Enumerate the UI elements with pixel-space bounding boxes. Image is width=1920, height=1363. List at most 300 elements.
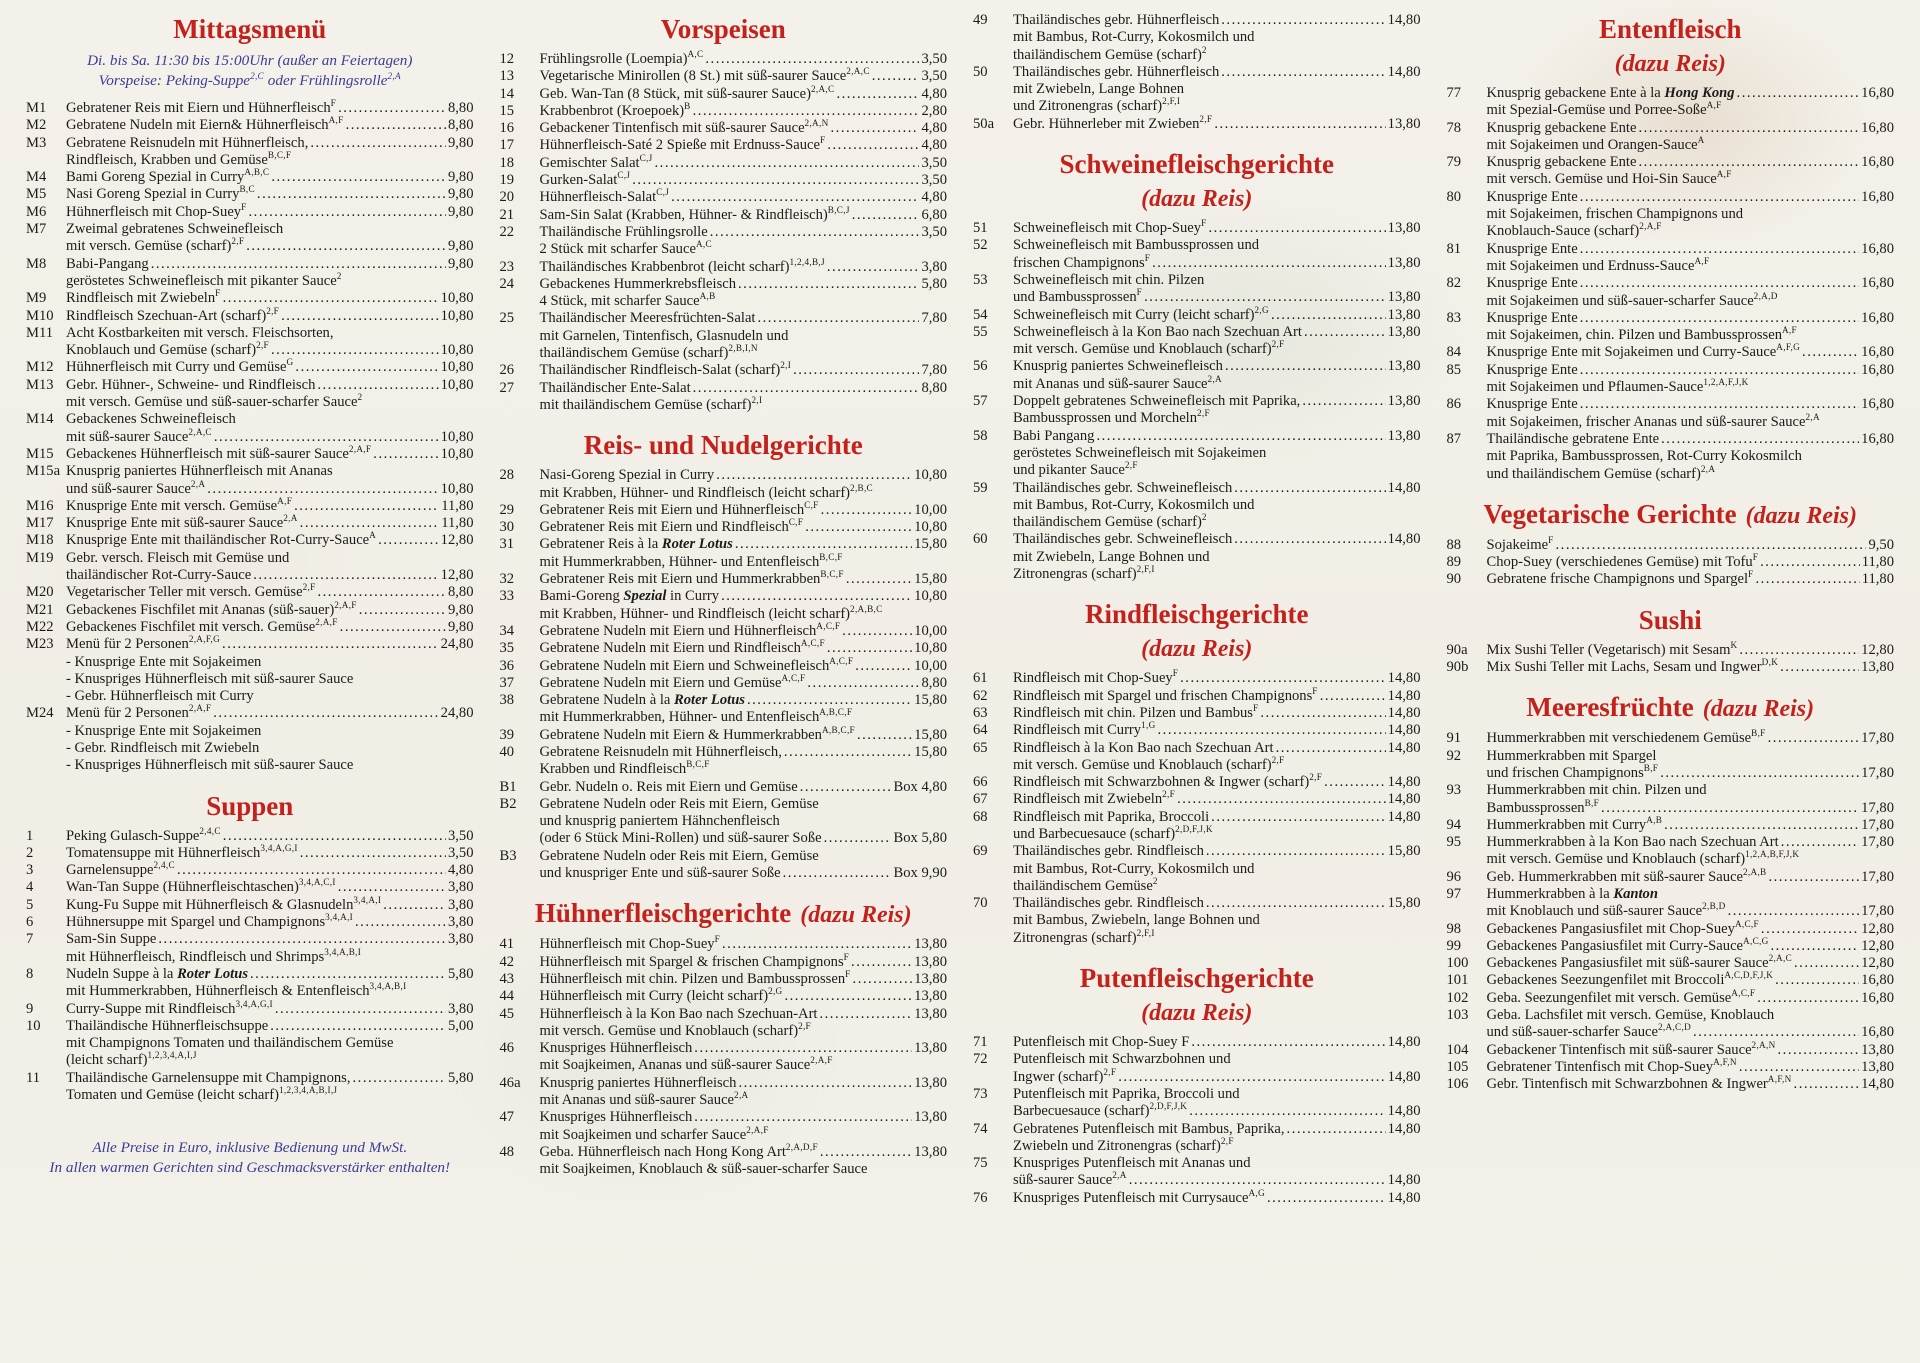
allergen-superscript: 2,F [231,236,245,247]
item-number: M16 [26,497,54,514]
item-list-reis-nudel-items [500,467,948,882]
menu-item-continuation [500,345,948,362]
item-number: 90a [1446,641,1468,658]
item-list-huehner-items [500,936,948,1178]
menu-item-96 [1446,866,1895,886]
item-text: Thailändische gebratene Ente [1486,430,1660,447]
menu-item-continuation [500,1092,948,1109]
dot-leader [1693,1024,1859,1041]
allergen-superscript: F [241,201,247,212]
menu-item-37 [499,672,948,692]
menu-item-continuation [26,688,474,705]
item-list-huehner-items-fortsetzung [973,12,1421,133]
menu-item-continuation [500,1124,948,1144]
item-price: 3,50 [921,68,947,85]
dot-leader [1638,120,1859,137]
menu-item-91 [1447,730,1895,747]
item-text: Sojakeime$^F$ [1486,534,1554,553]
dot-leader [275,1001,446,1018]
menu-item-continuation [500,397,948,414]
item-text: Gebratener Tintenfisch mit Chop-Suey$^{A,F,N}$ [1486,1057,1737,1075]
item-price: Box 9,90 [893,865,947,882]
footer-note-line: Alle Preise in Euro, inklusive Bedienung und MwSt. [92,1139,408,1157]
dot-leader [784,744,912,761]
item-number: 61 [973,670,988,687]
menu-item-continuation [26,342,474,359]
item-price: 3,80 [447,896,474,913]
menu-item-continuation [500,813,948,830]
dot-leader [271,169,446,186]
item-text: mit Bambus, Rot-Curry, Kokosmilch und [1013,29,1255,46]
item-price: 9,80 [447,203,474,220]
allergen-superscript: 3,4,A,G,I [260,843,298,854]
dot-leader [1234,480,1385,497]
item-number: 74 [973,1120,988,1137]
item-number: M21 [26,601,54,618]
menu-item-9 [26,998,474,1018]
item-text: Bami Goreng Spezial in Curry$^{A,B,C}$ [66,167,270,186]
item-number: 27 [499,379,515,396]
menu-item-continuation [500,709,948,726]
item-text: - Gebr. Hühnerfleisch mit Curry [66,688,254,705]
menu-item-94 [1446,814,1895,834]
item-price: 11,80 [441,515,474,532]
item-price: 8,80 [921,379,947,396]
item-text: Geba. Lachsfilet mit versch. Gemüse, Knoblauch [1486,1007,1775,1024]
item-price: 2,80 [921,102,947,119]
item-text: Gebackenes Schweinefleisch [66,411,236,428]
dot-leader [1214,116,1385,133]
item-price: 13,80 [1387,393,1421,410]
item-price: 14,80 [1387,774,1421,791]
item-text: Knuspriges Hühnerfleisch [539,1109,693,1126]
item-price: 5,80 [447,965,474,982]
dot-leader [295,359,438,376]
allergen-superscript: 2,F [1199,113,1213,124]
menu-item-continuation [973,1135,1421,1155]
item-text: Knuspriges Putenfleisch mit Currysauce$^{A,G}$ [1013,1187,1265,1206]
item-number: 56 [973,358,988,375]
section-header-putenfleischgerichte [973,963,1421,993]
menu-item-M9 [26,290,474,307]
item-text: - Knuspriges Hühnerfleisch mit süß-saurer Sauce [66,670,354,687]
item-text: Thailändisches gebr. Rindfleisch [1013,843,1204,860]
item-number: 80 [1446,188,1462,205]
item-price: 17,80 [1861,730,1894,747]
allergen-superscript: A,C,F [800,638,825,649]
dot-leader [250,966,446,983]
menu-item-2 [26,845,474,862]
item-text: Thailändisches gebr. Rindfleisch [1013,895,1204,912]
dot-leader [632,172,919,189]
item-number: 46a [499,1074,521,1091]
item-text: Mix Sushi Teller mit Lachs, Sesam und Ingwer$^{D,K}$ [1486,657,1779,676]
dot-leader [1118,1069,1385,1086]
item-number: M10 [26,307,54,324]
menu-item-105 [1447,1059,1895,1076]
item-text: Gebratene Nudeln oder Reis mit Eiern, Gemüse [539,795,819,812]
item-text: Rindfleisch mit Paprika, Broccoli [1013,808,1210,825]
highlighted-name: Spezial [623,588,667,605]
item-number: 30 [499,519,515,536]
item-price: 10,80 [440,376,474,393]
item-number: M14 [26,411,54,428]
menu-item-continuation [1447,327,1895,344]
item-text: Gebr. versch. Fleisch mit Gemüse und [66,549,290,566]
item-text: Thailändische Garnelensuppe mit Champignons, [66,1069,351,1086]
dot-leader [827,259,920,276]
allergen-superscript: 3,4,A,C,I [298,877,336,888]
allergen-superscript: 2,A,C [188,426,212,437]
item-price: 15,80 [914,743,947,760]
item-price: 10,80 [440,307,474,324]
item-price: 15,80 [914,571,947,588]
menu-item-86 [1447,396,1895,413]
allergen-superscript: 2 [1201,44,1207,55]
menu-item-continuation [973,549,1421,566]
dot-leader [846,571,912,588]
section-subtitle: (dazu Reis) [1141,636,1253,663]
item-text: Hühnerfleisch-Saté 2 Spieße mit Erdnuss-Sauce$^F$ [539,135,826,154]
allergen-superscript: 2,A,B [1743,866,1767,877]
item-number: 83 [1446,309,1462,326]
allergen-superscript: B,C,J [827,204,850,215]
menu-item-continuation [973,410,1421,427]
item-text: thailändischem Gemüse (scharf)$^2$ [1013,512,1207,531]
allergen-superscript: 2,B,C [850,482,873,493]
item-text: und knusprig paniertem Hähnchenfleisch [539,813,780,830]
dot-leader [1664,817,1859,834]
item-number: 12 [499,51,515,67]
allergen-superscript: A,C,F [829,655,854,666]
dot-leader [853,971,913,988]
item-text: Gebratene Reisnudeln mit Hühnerfleisch, [66,134,309,151]
item-price: 16,80 [1861,989,1894,1006]
menu-item-74 [973,1121,1421,1138]
dot-leader [249,204,446,221]
allergen-superscript: A,F,G [1776,342,1801,353]
item-number: 41 [499,936,515,953]
item-number: 103 [1446,1007,1469,1024]
section-title: Entenfleisch [1598,14,1742,44]
item-number: 105 [1446,1058,1469,1075]
item-text: und Bambussprossen$^F$ [1013,287,1143,306]
item-text: Babi-Pangang [66,255,149,272]
menu-item-M16 [26,495,474,515]
allergen-superscript: A,C [695,239,712,250]
allergen-superscript: A,F,N [1767,1074,1792,1085]
item-price: 16,80 [1861,119,1894,136]
item-number: 59 [973,479,988,496]
allergen-superscript: A,F [1694,256,1710,267]
item-price: 9,80 [447,134,474,151]
item-number: 62 [973,687,988,704]
allergen-superscript: A,C,G [1743,936,1769,947]
dot-leader [1556,537,1867,554]
item-text: Knusprig gebackene Ente [1486,119,1637,136]
dot-leader [373,446,438,463]
item-text: Knusprige Ente mit süß-saurer Sauce$^{2,A}$ [66,513,298,532]
item-price: 3,50 [921,154,947,171]
item-text: Krabbenbrot (Kroepoek)$^B$ [539,101,691,119]
menu-item-23 [499,256,948,276]
item-number: M3 [26,134,47,151]
menu-item-26 [500,362,948,379]
item-text: Vegetarische Minirollen (8 St.) mit süß-saurer Sauce$^{2,A,C}$ [539,66,870,85]
item-text: Thailändische Hühnerfleischsuppe [66,1017,269,1034]
dot-leader [1324,774,1386,791]
item-text: Geb. Wan-Tan (8 Stück, mit süß-saurer Sauce)$^{2,A,C}$ [539,83,835,102]
allergen-superscript: 2,F [1309,772,1323,783]
item-price: 13,80 [914,1040,947,1057]
allergen-superscript: 2,F [1271,754,1285,765]
menu-item-continuation [500,293,948,310]
menu-item-88 [1446,534,1895,554]
menu-item-M23 [26,636,474,653]
dot-leader [807,675,919,692]
item-number: 97 [1446,885,1462,902]
allergen-superscript: 2,A,N [804,118,829,129]
item-text: Rindfleisch mit chin. Pilzen und Bambus$^F$ [1013,703,1259,721]
menu-item-83 [1447,310,1895,327]
menu-item-continuation [26,757,474,774]
menu-item-continuation [973,912,1421,929]
item-text: Gemischter Salat$^{C,J}$ [539,152,653,171]
item-text: Hühnerfleisch mit Chop-Suey$^F$ [539,934,721,953]
menu-item-continuation [500,1020,948,1040]
menu-item-M10 [26,305,474,325]
dot-leader [213,705,438,722]
dot-leader [158,931,446,948]
menu-item-63 [973,705,1421,722]
item-number: M2 [26,117,47,134]
menu-item-continuation [973,878,1421,895]
menu-item-81 [1447,241,1895,258]
section-title: Mittagsmenü [173,14,327,44]
item-text: geröstetes Schweinefleisch mit Sojakeimen [1013,444,1267,461]
item-text: mit Soajkeimen und scharfer Sauce$^{2,A,F}$ [539,1124,769,1143]
allergen-superscript: 2,A,C,D [1658,1022,1691,1033]
menu-item-28 [500,467,948,484]
item-text: Bambussprossen$^{B,F}$ [1486,797,1600,816]
dot-leader [872,68,920,85]
item-number: 18 [499,154,515,171]
item-price: 12,80 [1861,641,1894,658]
item-number: 35 [499,640,515,657]
item-number: 15 [499,102,515,119]
item-text: mit Paprika, Bambussprossen, Rot-Curry Kokosmilch [1486,448,1802,465]
allergen-superscript: F [1144,252,1151,263]
dot-leader [1320,688,1386,705]
dot-leader [1660,765,1859,782]
allergen-superscript: 2,A [734,1090,749,1101]
item-text: Knusprige Ente [1486,188,1578,205]
item-text: Rindfleisch mit Zwiebeln$^F$ [66,288,221,307]
menu-item-46a [500,1075,948,1092]
allergen-superscript: F [1748,569,1754,580]
item-number: 40 [499,743,515,760]
section-header-vegetarische-gerichte [1447,499,1895,530]
item-number: M18 [26,532,54,549]
menu-item-21 [499,204,948,224]
item-text: Gebackenes Fischfilet mit versch. Gemüse$^{2,A,F}$ [66,617,338,635]
menu-item-52 [973,237,1421,254]
dot-leader [1206,895,1386,912]
item-number: M13 [26,376,54,393]
menu-item-continuation [1447,463,1895,483]
menu-item-10 [26,1018,474,1035]
menu-item-M21 [26,599,474,619]
item-number: 94 [1446,816,1462,833]
item-text: Knusprige Ente mit Sojakeimen und Curry-Sauce$^{A,F,G}$ [1486,342,1801,361]
item-number: M7 [26,221,47,238]
item-price: 13,80 [914,970,947,987]
menu-item-M7 [26,221,474,238]
item-text: Barbecuesauce (scharf)$^{2,D,F,J,K}$ [1013,1101,1188,1120]
item-price: 16,80 [1861,972,1894,989]
item-price: 3,80 [447,931,474,948]
dot-leader [694,1109,912,1126]
dot-leader [1276,740,1386,757]
item-text: und Barbecuesauce (scharf)$^{2,D,F,J,K}$ [1013,824,1213,842]
item-price: 13,80 [1387,254,1421,271]
item-number: 102 [1446,989,1469,1006]
allergen-superscript: 2,F [1103,1066,1117,1077]
item-number: 98 [1446,920,1462,937]
dot-leader [359,602,446,619]
item-price: 13,80 [914,1074,947,1091]
item-price: 16,80 [1861,154,1894,171]
item-text: Schweinefleisch mit Curry (leicht scharf)$^{2,G}$ [1013,304,1269,323]
item-number: M19 [26,549,54,566]
dot-leader [842,623,912,640]
item-price: 13,80 [914,1143,947,1160]
allergen-superscript: A,B [699,291,716,302]
item-text: mit Hummerkrabben, Hühnerfleisch & Entenfleisch$^{3,4,A,B,I}$ [66,981,407,1000]
menu-item-continuation [26,1035,474,1052]
item-text: Schweinefleisch à la Kon Bao nach Szechuan Art [1013,323,1302,340]
item-text: mit versch. Gemüse und Knoblauch (scharf)$^{2,F}$ [1013,754,1285,773]
menu-item-M3 [26,135,474,152]
item-number: 90 [1446,571,1462,588]
allergen-superscript: 2,A [1207,373,1222,384]
menu-item-M20 [26,584,474,601]
menu-item-7 [26,931,474,948]
allergen-superscript: 2,A,B,C [850,603,883,614]
item-text: Vegetarischer Teller mit versch. Gemüse$^{2,F}$ [66,582,316,601]
item-price: 9,80 [447,618,474,635]
item-number: M1 [26,100,47,116]
item-number: 71 [973,1034,988,1051]
menu-item-continuation [500,761,948,778]
item-text: Knusprige Ente mit thailändischer Rot-Curry-Sauce$^A$ [66,530,377,549]
menu-item-continuation [26,654,474,671]
menu-item-continuation [500,551,948,571]
menu-item-continuation [973,44,1421,64]
allergen-superscript: 2,A,D [1753,290,1778,301]
item-text: Rindfleisch mit Spargel und frischen Champignons$^F$ [1013,685,1318,704]
item-number: 31 [499,536,515,553]
dot-leader [214,429,439,446]
item-text: mit versch. Gemüse und Knoblauch (scharf)$^{2,F}$ [1013,339,1285,358]
item-text: (leicht scharf)$^{1,2,3,4,A,I,J}$ [66,1050,197,1069]
item-price: 14,80 [1861,1076,1894,1093]
menu-item-90a [1446,639,1895,659]
item-text: Hühnerfleisch mit Curry (leicht scharf)$^{2,G}$ [539,986,783,1005]
item-text: thailändischem Gemüse (scharf)$^{2,B,I,N}$ [539,343,758,362]
item-price: 14,80 [1387,1189,1421,1206]
dot-leader [693,380,920,397]
dot-leader [281,308,439,325]
menu-item-continuation [26,273,474,290]
item-price: 17,80 [1861,868,1894,885]
item-text: Gebratene Nudeln mit Eiern und Hühnerfleisch$^{A,C,F}$ [539,621,841,639]
menu-item-92 [1447,748,1895,765]
allergen-superscript: 2,A,F [746,1124,769,1135]
item-price: 12,80 [440,567,474,584]
item-price: 4,80 [921,189,947,206]
item-price: 3,50 [447,827,474,844]
menu-item-6 [26,914,474,931]
dot-leader [1778,1042,1860,1059]
menu-item-75 [973,1155,1421,1172]
item-price: 3,80 [447,914,474,931]
menu-item-54 [973,304,1421,324]
item-price: 8,80 [921,674,947,691]
item-text: und pikanter Sauce$^{2,F}$ [1013,460,1138,479]
item-number: 69 [973,843,988,860]
item-list-rind-items [973,670,1421,947]
item-text: mit Spezial-Gemüse und Porree-Soße$^{A,F}$ [1486,100,1722,119]
highlighted-name: Hong Kong [1664,85,1735,101]
menu-item-M1 [26,100,474,117]
item-number: 53 [973,271,988,288]
item-number: 75 [973,1155,988,1172]
item-text: Thailändisches gebr. Schweinefleisch [1013,479,1233,496]
menu-item-48 [500,1144,948,1161]
menu-item-continuation [1447,102,1895,119]
item-text: Rindfleisch Szechuan-Art (scharf)$^{2,F}$ [66,305,280,324]
dot-leader [340,619,446,636]
dot-leader [1755,571,1859,588]
item-number: 19 [499,172,515,189]
item-price: 17,80 [1861,799,1894,816]
allergen-superscript: 2,A,F [188,703,212,714]
dot-leader [1302,393,1385,410]
item-price: 14,80 [1387,739,1421,756]
item-number: 7 [26,931,34,948]
dot-leader [1775,972,1859,989]
item-text: Nudeln Suppe à la Roter Lotus [66,965,249,982]
item-text: Rindfleisch mit Schwarzbohnen & Ingwer (scharf)$^{2,F}$ [1013,772,1323,791]
item-price: 14,80 [1387,479,1421,496]
allergen-superscript: C,J [639,152,653,163]
menu-item-76 [973,1187,1421,1207]
dot-leader [1794,1076,1860,1093]
menu-item-continuation [973,927,1421,947]
menu-item-100 [1447,955,1895,972]
menu-item-93 [1447,782,1895,799]
item-text: thailändischer Rot-Curry-Sauce [66,567,252,584]
allergen-superscript: B,C [239,184,255,195]
dot-leader [223,828,446,845]
menu-note-line: Di. bis Sa. 11:30 bis 15:00Uhr (außer an Feiertagen) [87,52,413,69]
allergen-superscript: 2 [336,271,342,282]
allergen-superscript: B,F [1584,797,1600,808]
item-number: M6 [26,203,47,220]
item-text: Gebratene Nudeln mit Eiern und Rindfleisch$^{A,C,F}$ [539,638,825,657]
menu-item-90 [1447,571,1895,588]
